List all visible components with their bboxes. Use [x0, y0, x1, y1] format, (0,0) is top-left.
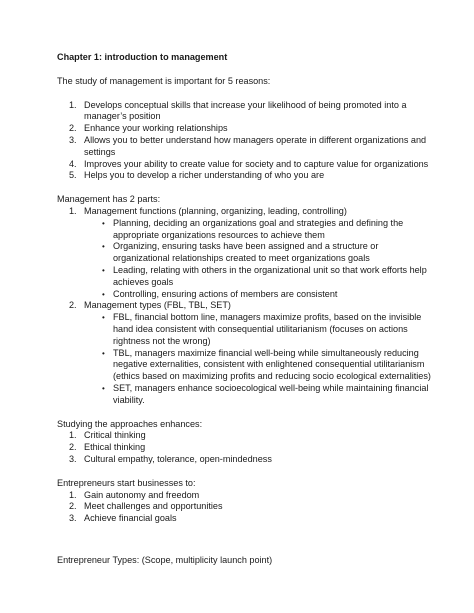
- bullet-item: • SET, managers enhance socioecological well-being while maintaining financial viability.: [102, 382, 429, 405]
- functions-bullets: [57, 218, 434, 301]
- list-item: 4. Improves your ability to create value for society and to capture value for organizations: [69, 158, 429, 169]
- bullet-item: • Leading, relating with others in the organizational unit so that work efforts help achieves goals: [102, 264, 427, 287]
- list-item: 1. Develops conceptual skills that increase your likelihood of being promoted into a manager’s position: [69, 99, 407, 122]
- entrepreneurs-list: [57, 490, 434, 525]
- approaches-list: [57, 430, 434, 465]
- entrepreneurs-intro: Entrepreneurs start businesses to:: [57, 477, 196, 488]
- list-item: 3. Achieve financial goals: [69, 513, 177, 524]
- reasons-list: [57, 100, 434, 183]
- approaches-intro: Studying the approaches enhances:: [57, 418, 203, 429]
- parts-intro: Management has 2 parts:: [57, 194, 161, 205]
- bullet-item: • TBL, managers maximize financial well-being while simultaneously reducing negative externalities, consistent with enlightened consequential utilitarianism (ethics based on maximizing profits and reducing socio ecological externalities): [102, 347, 431, 382]
- list-item: 1. Critical thinking: [69, 430, 146, 441]
- entrepreneur-types-line: Entrepreneur Types: (Scope, multiplicity launch point): [57, 554, 273, 565]
- bullet-item: • Planning, deciding an organizations goal and strategies and defining the appropriate organizations resources to achieve them: [102, 217, 404, 240]
- list-item: 2. Meet challenges and opportunities: [69, 501, 223, 512]
- intro-text: The study of management is important for 5 reasons:: [57, 75, 271, 86]
- list-item: 5. Helps you to develop a richer understanding of who you are: [69, 170, 325, 181]
- list-item: 2. Ethical thinking: [69, 442, 146, 453]
- list-item: 1. Management functions (planning, organizing, leading, controlling): [69, 205, 347, 216]
- chapter-title: Chapter 1: introduction to management: [57, 52, 228, 62]
- bullet-item: • FBL, financial bottom line, managers maximize profits, based on the invisible hand idea consistent with consequential utilitarianism (focuses on actions rightness not the wrong): [102, 312, 422, 346]
- parts-list: [57, 206, 434, 218]
- bullet-item: • Organizing, ensuring tasks have been assigned and a structure or organizational relationships created to meet organizations goals: [102, 241, 379, 264]
- list-item: 1. Gain autonomy and freedom: [69, 489, 200, 500]
- types-bullets: [57, 312, 434, 406]
- parts-list-2: [57, 300, 434, 312]
- list-item: 2. Management types (FBL, TBL, SET): [69, 300, 231, 311]
- list-item: 3. Allows you to better understand how managers operate in different organizations and settings: [69, 134, 427, 157]
- bullet-item: • Controlling, ensuring actions of members are consistent: [102, 288, 338, 299]
- list-item: 2. Enhance your working relationships: [69, 123, 228, 134]
- list-item: 3. Cultural empathy, tolerance, open-mindedness: [69, 453, 272, 464]
